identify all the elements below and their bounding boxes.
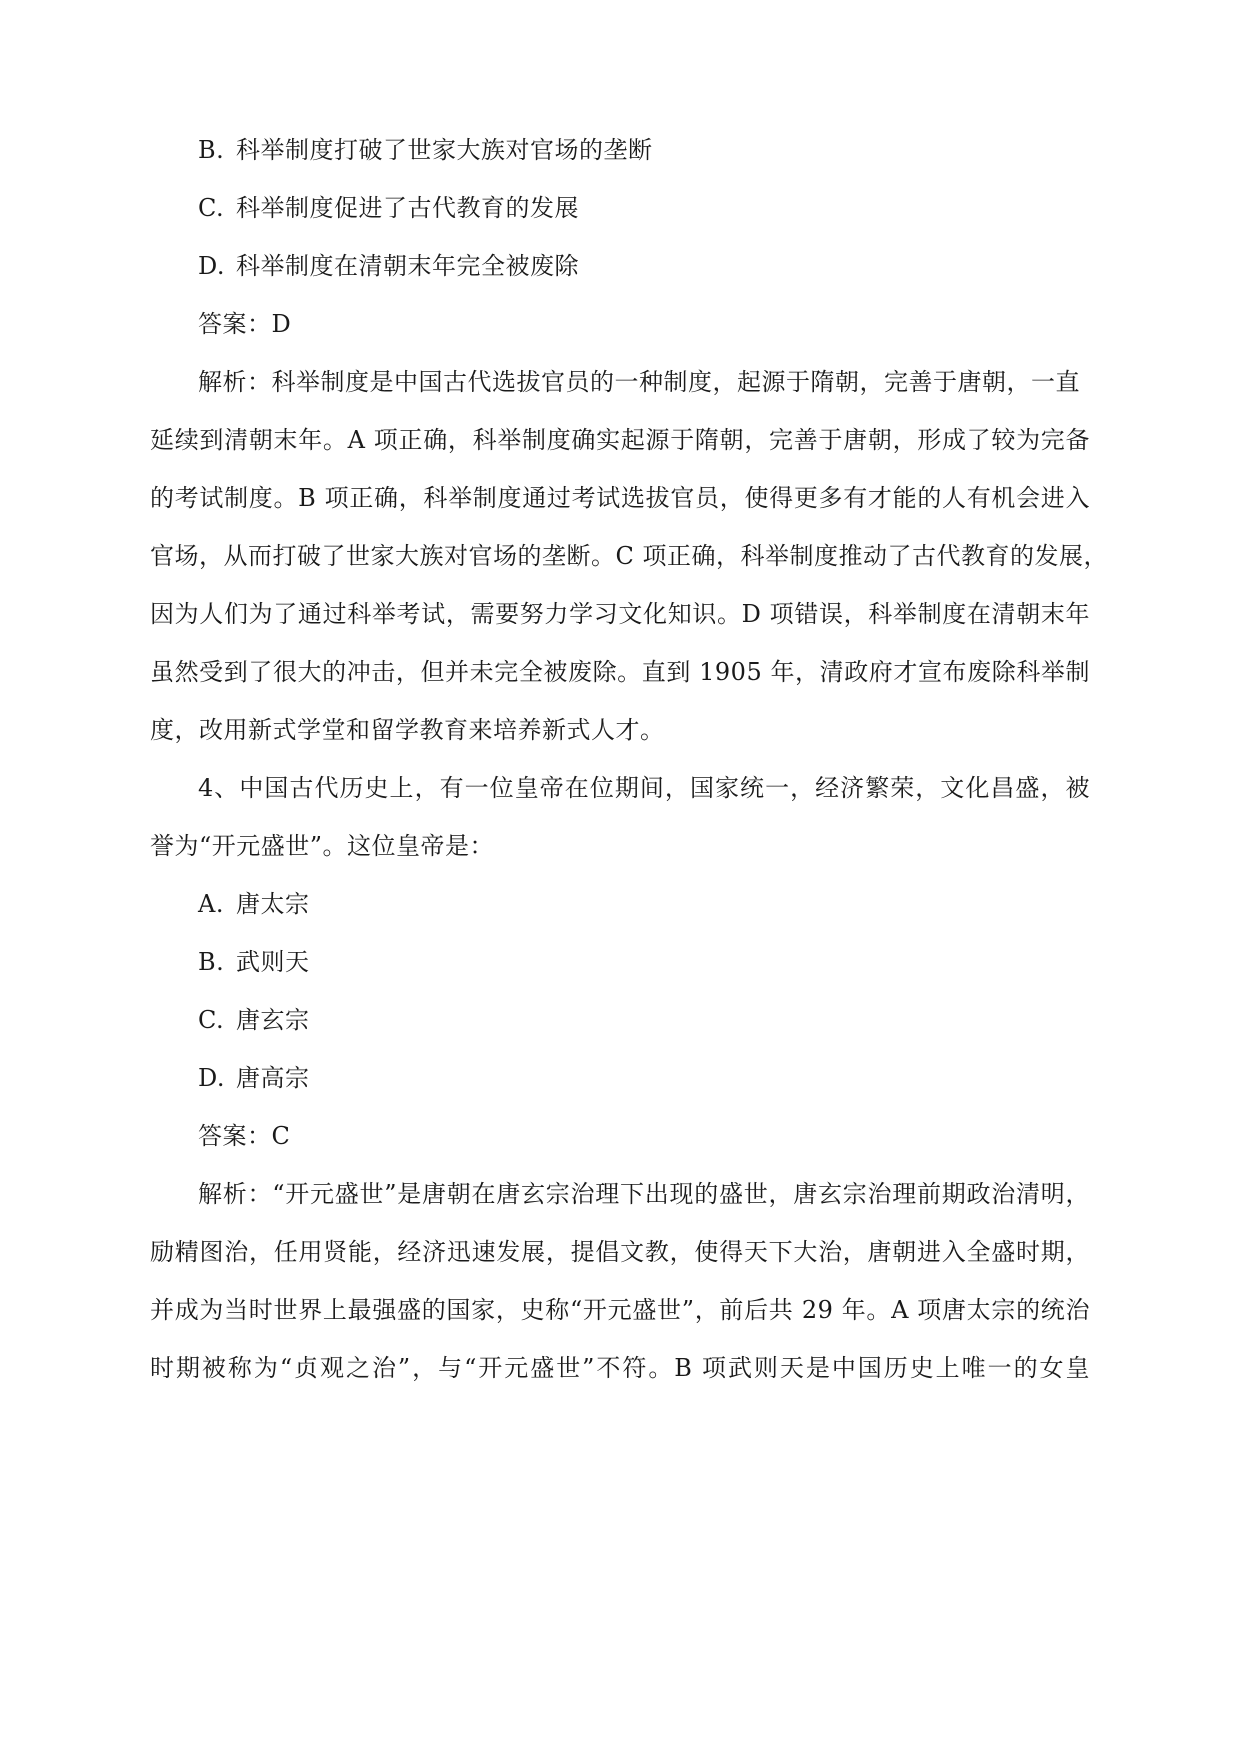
q3-analysis-line: 的考试制度。B 项正确，科举制度通过考试选拔官员，使得更多有才能的人有机会进入 <box>150 484 1090 512</box>
option-text: 科举制度打破了世家大族对官场的垄断 <box>236 136 653 164</box>
option-text: 唐高宗 <box>236 1064 310 1092</box>
q3-option-b <box>198 134 1138 166</box>
option-letter: C. <box>198 194 225 222</box>
q3-answer: 答案：D <box>198 310 292 338</box>
option-letter: C. <box>198 1006 225 1034</box>
q3-analysis-line: 解析：科举制度是中国古代选拔官员的一种制度，起源于隋朝，完善于唐朝，一直 <box>198 368 1080 396</box>
q3-analysis-line: 延续到清朝末年。A 项正确，科举制度确实起源于隋朝，完善于唐朝，形成了较为完备 <box>150 426 1090 454</box>
q4-analysis-line: 时期被称为“贞观之治”，与“开元盛世”不符。B 项武则天是中国历史上唯一的女皇 <box>150 1354 1090 1382</box>
option-letter: B. <box>198 948 225 976</box>
q4-option-b <box>198 946 1138 978</box>
q4-option-d <box>198 1062 1138 1094</box>
option-text: 武则天 <box>236 948 310 976</box>
q3-option-d <box>198 250 1138 282</box>
q3-analysis-line: 官场，从而打破了世家大族对官场的垄断。C 项正确，科举制度推动了古代教育的发展， <box>150 542 1108 570</box>
q4-answer: 答案：C <box>198 1122 291 1150</box>
option-text: 科举制度促进了古代教育的发展 <box>236 194 579 222</box>
q3-analysis-line: 度，改用新式学堂和留学教育来培养新式人才。 <box>150 716 665 744</box>
option-letter: D. <box>198 252 226 280</box>
option-letter: A. <box>198 890 224 918</box>
option-text: 科举制度在清朝末年完全被废除 <box>236 252 579 280</box>
q3-analysis-line: 因为人们为了通过科举考试，需要努力学习文化知识。D 项错误，科举制度在清朝末年 <box>150 600 1090 628</box>
option-letter: D. <box>198 1064 226 1092</box>
q4-analysis-line: 并成为当时世界上最强盛的国家，史称“开元盛世”，前后共 29 年。A 项唐太宗的统治 <box>150 1296 1090 1324</box>
q3-option-c <box>198 192 1138 224</box>
option-text: 唐太宗 <box>236 890 310 918</box>
q3-analysis-line: 虽然受到了很大的冲击，但并未完全被废除。直到 1905 年，清政府才宣布废除科举制 <box>150 658 1090 686</box>
q4-analysis-line: 解析：“开元盛世”是唐朝在唐玄宗治理下出现的盛世，唐玄宗治理前期政治清明， <box>198 1180 1090 1208</box>
option-text: 唐玄宗 <box>236 1006 310 1034</box>
option-letter: B. <box>198 136 225 164</box>
q4-option-c <box>198 1004 1138 1036</box>
q4-analysis-line: 励精图治，任用贤能，经济迅速发展，提倡文教，使得天下大治，唐朝进入全盛时期， <box>150 1238 1090 1266</box>
q4-option-a <box>198 888 1138 920</box>
q4-stem-line: 4、中国古代历史上，有一位皇帝在位期间，国家统一，经济繁荣，文化昌盛，被 <box>198 774 1090 802</box>
q4-stem-line: 誉为“开元盛世”。这位皇帝是： <box>150 832 495 860</box>
